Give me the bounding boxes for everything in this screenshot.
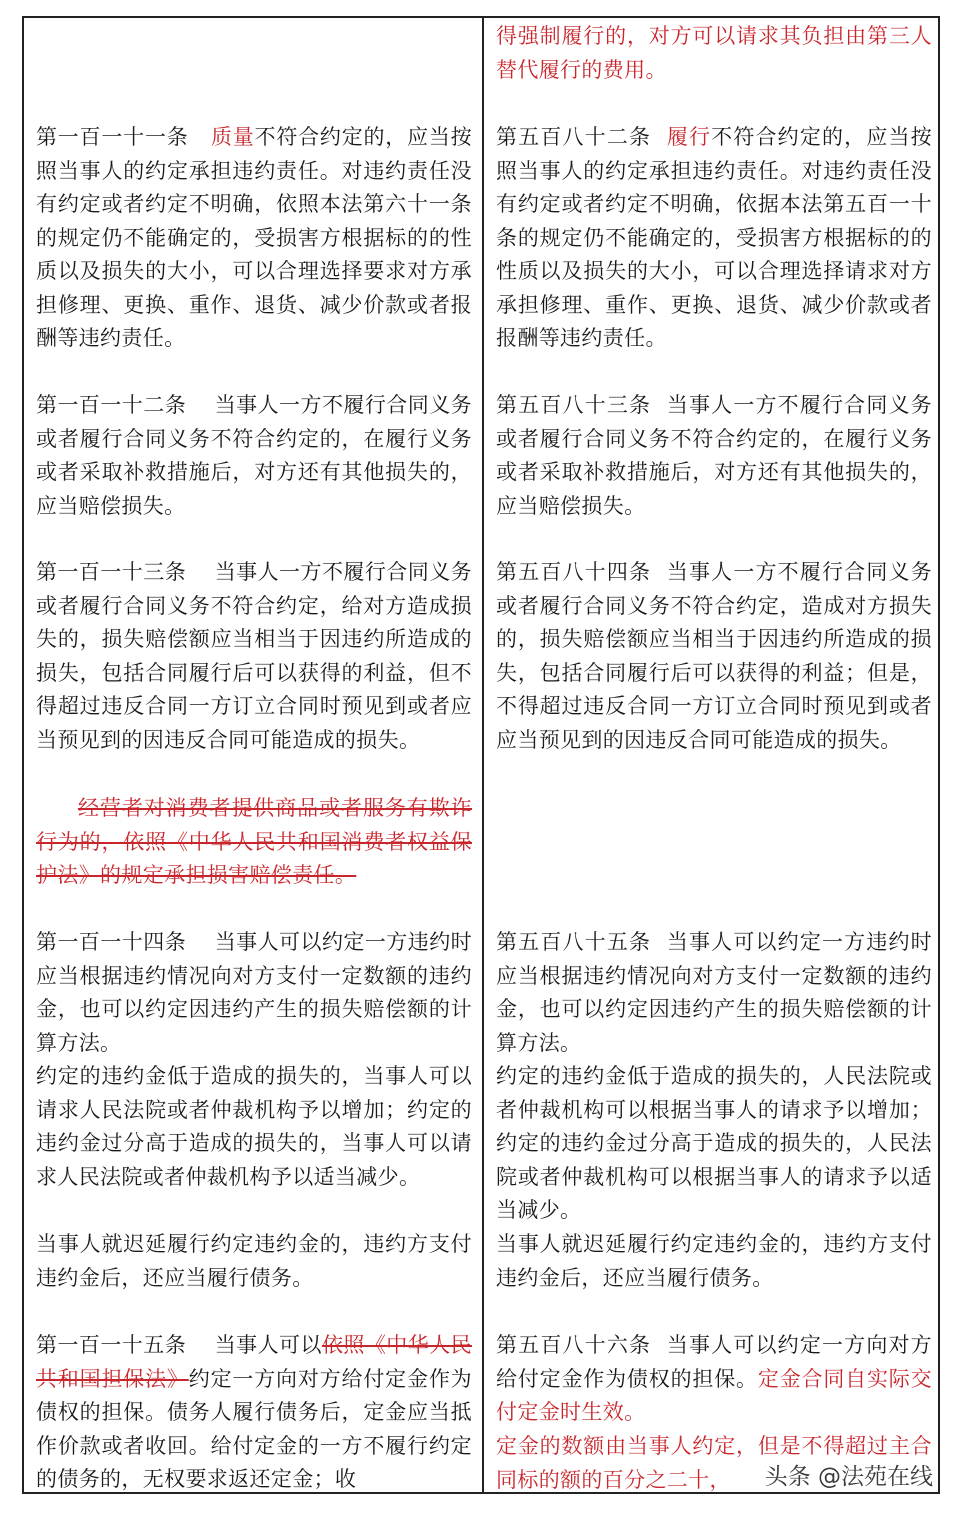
- article-586-added-2: 定金的数额由当事人约定，但是不得超过主合同标的额的百分之二十，: [496, 1434, 932, 1492]
- article-586-added-1: 定金合同自实际交付定金时生效。: [496, 1366, 932, 1424]
- article-114-para-3: 当事人就迟延履行约定违约金的，违约方支付违约金后，还应当履行债务。: [36, 1232, 472, 1290]
- article-586-number: 第五百八十六条: [496, 1333, 652, 1357]
- article-584-number: 第五百八十四条: [496, 560, 652, 584]
- article-113-deleted-clause: [36, 792, 472, 893]
- new-code-column: [496, 18, 932, 1492]
- article-582-changed-word: 履行: [666, 125, 712, 149]
- article-585-para-2: 约定的违约金低于造成的损失的，人民法院或者仲裁机构可以根据当事人的请求予以增加；约定的违约金过分高于造成的损失的，人民法院或者仲裁机构可以根据当事人的请求予以适当减少。: [496, 1064, 932, 1222]
- article-582-text: 不符合约定的，应当按照当事人的约定承担违约责任。对违约责任没有约定或者约定不明确，依据本法第五百一十条的规定仍不能确定的，受损害方根据标的的性质以及损失的大小，可以合理选择请求对方承担修理、重作、更换、退货、减少价款或者报酬等违约责任。: [496, 125, 932, 350]
- column-divider: [482, 18, 484, 1492]
- article-581-carryover: 得强制履行的，对方可以请求其负担由第三人替代履行的费用。: [496, 24, 932, 82]
- article-586: [496, 1329, 932, 1430]
- article-114: [36, 926, 472, 1060]
- article-585-para-3: 当事人就迟延履行约定违约金的，违约方支付违约金后，还应当履行债务。: [496, 1232, 932, 1290]
- article-114-number: 第一百一十四条: [36, 930, 187, 954]
- article-115-number: 第一百一十五条: [36, 1333, 187, 1357]
- article-585-para-1: 当事人可以约定一方违约时应当根据违约情况向对方支付一定数额的违约金，也可以约定因违约产生的损失赔偿额的计算方法。: [496, 930, 932, 1055]
- article-583-text: 当事人一方不履行合同义务或者履行合同义务不符合约定的，在履行义务或者采取补救措施后，对方还有其他损失的，应当赔偿损失。: [496, 393, 932, 518]
- article-582: [496, 121, 932, 356]
- article-115: [36, 1329, 472, 1494]
- article-113: [36, 556, 472, 757]
- article-585-number: 第五百八十五条: [496, 930, 652, 954]
- article-111-number: 第一百一十一条: [36, 125, 189, 149]
- article-113-deleted-text: 经营者对消费者提供商品或者服务有欺诈行为的，依照《中华人民共和国消费者权益保护法》的规定承担损害赔偿责任。: [36, 796, 472, 887]
- article-111-changed-word: 质量: [210, 125, 255, 149]
- article-111: [36, 121, 472, 356]
- article-114-para-2: 约定的违约金低于造成的损失的，当事人可以请求人民法院或者仲裁机构予以增加；约定的违约金过分高于造成的损失的，当事人可以请求人民法院或者仲裁机构予以适当减少。: [36, 1064, 472, 1189]
- article-586-text: 当事人可以约定一方向对方给付定金作为债权的担保。: [496, 1333, 932, 1391]
- article-115-text-pre: 当事人可以: [214, 1333, 322, 1357]
- article-113-text: 当事人一方不履行合同义务或者履行合同义务不符合约定，给对方造成损失的，损失赔偿额应当相当于因违约所造成的损失，包括合同履行后可以获得的利益，但不得超过违反合同一方订立合同时预见到或者应当预见到的因违反合同可能造成的损失。: [36, 560, 473, 752]
- article-115-deleted-text: 依照《中华人民共和国担保法》: [36, 1333, 473, 1391]
- article-113-number: 第一百一十三条: [36, 560, 187, 584]
- article-111-text: 不符合约定的，应当按照当事人的约定承担违约责任。对违约责任没有约定或者约定不明确，依照本法第六十一条的规定仍不能确定的，受损害方根据标的的性质以及损失的大小，可以合理选择要求对方承担修理、更换、重作、退货、减少价款或者报酬等违约责任。: [36, 125, 473, 350]
- comparison-table: [22, 16, 940, 1494]
- article-584-text: 当事人一方不履行合同义务或者履行合同义务不符合约定，造成对方损失的，损失赔偿额应当相当于因违约所造成的损失，包括合同履行后可以获得的利益；但是，不得超过违反合同一方订立合同时预见到或者应当预见到的因违反合同可能造成的损失。: [496, 560, 932, 752]
- article-115-text: 约定一方向对方给付定金作为债权的担保。债务人履行债务后，定金应当抵作价款或者收回。给付定金的一方不履行约定的债务的，无权要求返还定金；收: [36, 1366, 472, 1491]
- article-584: [496, 556, 932, 757]
- article-582-number: 第五百八十二条: [496, 125, 652, 149]
- article-114-para-1: 当事人可以约定一方违约时应当根据违约情况向对方支付一定数额的违约金，也可以约定因违约产生的损失赔偿额的计算方法。: [36, 930, 473, 1055]
- old-law-column: [36, 18, 472, 1492]
- article-112-number: 第一百一十二条: [36, 393, 187, 417]
- source-watermark: 头条 @法苑在线: [763, 1458, 935, 1491]
- article-583: [496, 389, 932, 523]
- article-112-text: 当事人一方不履行合同义务或者履行合同义务不符合约定的，在履行义务或者采取补救措施后，对方还有其他损失的，应当赔偿损失。: [36, 393, 473, 518]
- article-112: [36, 389, 472, 523]
- article-585: [496, 926, 932, 1060]
- article-583-number: 第五百八十三条: [496, 393, 652, 417]
